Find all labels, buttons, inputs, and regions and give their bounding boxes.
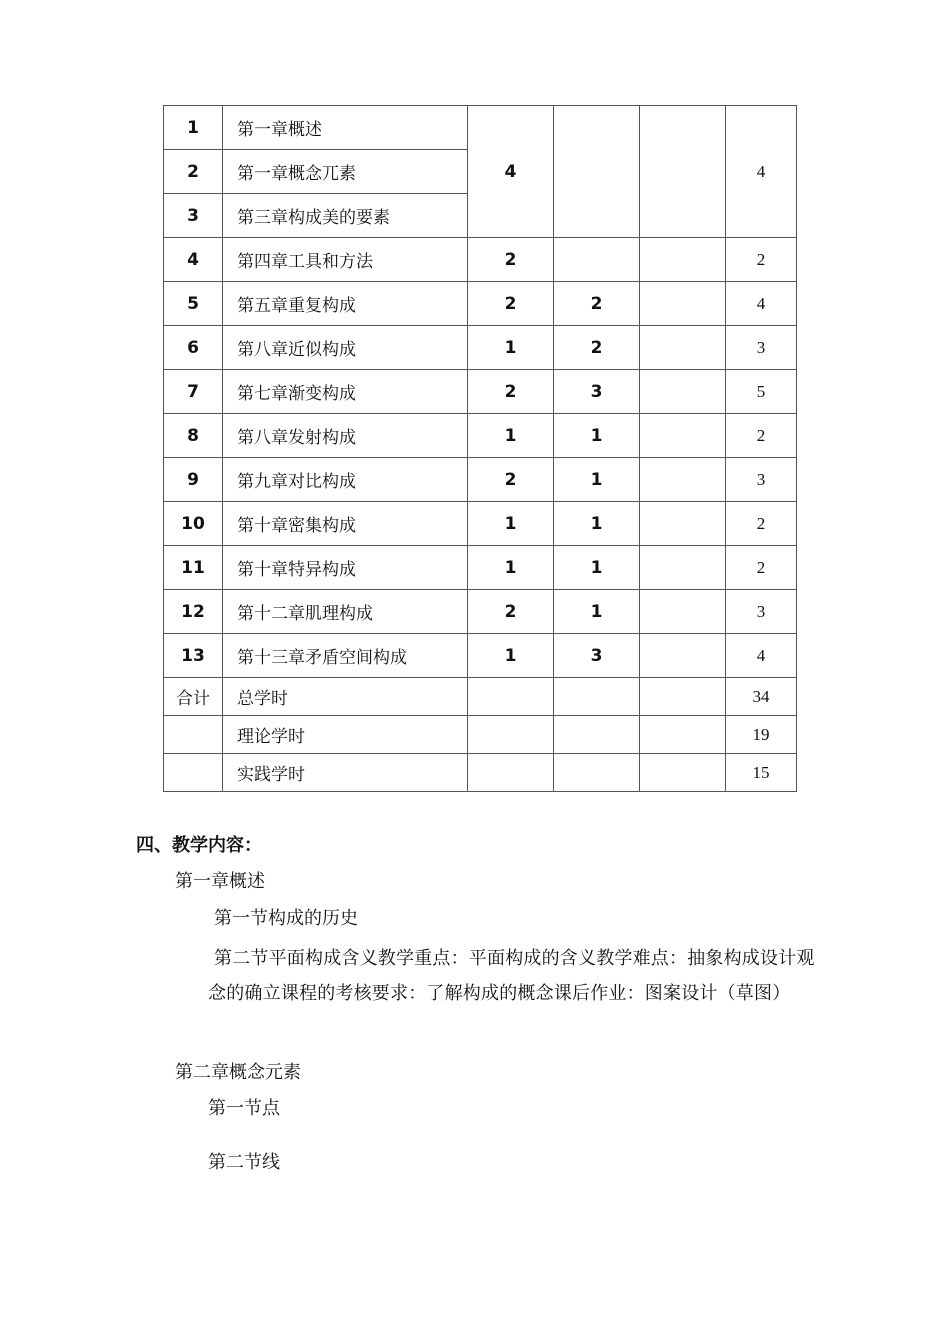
chapter-title: 第二章概念元素 [175, 1062, 301, 1083]
chapter-name: 第一章概念兀素 [223, 150, 468, 194]
table-row [164, 546, 797, 590]
total-hours: 2 [726, 414, 797, 458]
other-hours [640, 502, 726, 546]
row-number: 13 [164, 634, 223, 678]
other-hours [640, 634, 726, 678]
chapter-name: 第五章重复构成 [223, 282, 468, 326]
section-title: 第一节构成的历史 [214, 908, 358, 929]
practice-hours [554, 754, 640, 792]
total-hours: 2 [726, 546, 797, 590]
summary-label [164, 754, 223, 792]
practice-hours [554, 238, 640, 282]
other-hours [640, 238, 726, 282]
practice-hours: 1 [554, 546, 640, 590]
summary-name: 实践学时 [223, 754, 468, 792]
total-hours: 34 [726, 678, 797, 716]
chapter-name: 第八章近似构成 [223, 326, 468, 370]
theory-hours: 4 [468, 106, 554, 238]
theory-hours: 2 [468, 458, 554, 502]
summary-row [164, 754, 797, 792]
row-number: 4 [164, 238, 223, 282]
other-hours [640, 458, 726, 502]
chapter-name: 第八章发射构成 [223, 414, 468, 458]
table-row [164, 590, 797, 634]
summary-label [164, 716, 223, 754]
total-hours: 3 [726, 590, 797, 634]
summary-row [164, 678, 797, 716]
theory-hours: 2 [468, 590, 554, 634]
summary-name: 总学时 [223, 678, 468, 716]
section-title: 第二节线 [208, 1152, 280, 1173]
practice-hours: 2 [554, 326, 640, 370]
other-hours [640, 370, 726, 414]
other-hours [640, 282, 726, 326]
class-hours-table [163, 105, 797, 792]
row-number: 11 [164, 546, 223, 590]
chapter-name: 第七章渐变构成 [223, 370, 468, 414]
total-hours: 4 [726, 282, 797, 326]
total-hours: 3 [726, 326, 797, 370]
other-hours [640, 678, 726, 716]
chapter-name: 第十二章肌理构成 [223, 590, 468, 634]
row-number: 1 [164, 106, 223, 150]
table-row [164, 502, 797, 546]
table-row [164, 458, 797, 502]
total-hours: 3 [726, 458, 797, 502]
row-number: 2 [164, 150, 223, 194]
row-number: 3 [164, 194, 223, 238]
summary-row [164, 716, 797, 754]
section-paragraph: 第二节平面构成含义教学重点：平面构成的含义教学难点：抽象构成设计观念的确立课程的考核要求：了解构成的概念课后作业：图案设计（草图） [208, 948, 815, 1004]
table-row [164, 414, 797, 458]
table-row [164, 106, 797, 150]
row-number: 6 [164, 326, 223, 370]
total-hours: 4 [726, 634, 797, 678]
theory-hours: 1 [468, 502, 554, 546]
chapter-title: 第一章概述 [175, 871, 265, 892]
total-hours: 2 [726, 238, 797, 282]
other-hours [640, 590, 726, 634]
practice-hours: 2 [554, 282, 640, 326]
theory-hours: 2 [468, 282, 554, 326]
practice-hours: 1 [554, 414, 640, 458]
other-hours [640, 754, 726, 792]
theory-hours: 2 [468, 238, 554, 282]
total-hours: 4 [726, 106, 797, 238]
row-number: 8 [164, 414, 223, 458]
row-number: 5 [164, 282, 223, 326]
theory-hours: 2 [468, 370, 554, 414]
row-number: 9 [164, 458, 223, 502]
summary-label: 合计 [164, 678, 223, 716]
theory-hours: 1 [468, 634, 554, 678]
table-row [164, 282, 797, 326]
theory-hours [468, 754, 554, 792]
practice-hours [554, 106, 640, 238]
other-hours [640, 326, 726, 370]
other-hours [640, 414, 726, 458]
practice-hours [554, 678, 640, 716]
chapter-name: 第三章构成美的要素 [223, 194, 468, 238]
practice-hours: 3 [554, 634, 640, 678]
practice-hours [554, 716, 640, 754]
other-hours [640, 106, 726, 238]
table-row [164, 634, 797, 678]
theory-hours: 1 [468, 414, 554, 458]
other-hours [640, 716, 726, 754]
total-hours: 15 [726, 754, 797, 792]
summary-name: 理论学时 [223, 716, 468, 754]
practice-hours: 1 [554, 590, 640, 634]
chapter-name: 第十三章矛盾空间构成 [223, 634, 468, 678]
theory-hours: 1 [468, 326, 554, 370]
table-row [164, 238, 797, 282]
practice-hours: 1 [554, 502, 640, 546]
chapter-name: 第十章特异构成 [223, 546, 468, 590]
section-title: 第一节点 [208, 1098, 280, 1119]
chapter-name: 第十章密集构成 [223, 502, 468, 546]
row-number: 12 [164, 590, 223, 634]
row-number: 10 [164, 502, 223, 546]
total-hours: 2 [726, 502, 797, 546]
total-hours: 19 [726, 716, 797, 754]
table-row [164, 326, 797, 370]
total-hours: 5 [726, 370, 797, 414]
other-hours [640, 546, 726, 590]
row-number: 7 [164, 370, 223, 414]
table-row [164, 370, 797, 414]
chapter-name: 第四章工具和方法 [223, 238, 468, 282]
practice-hours: 3 [554, 370, 640, 414]
theory-hours [468, 716, 554, 754]
chapter-name: 第一章概述 [223, 106, 468, 150]
practice-hours: 1 [554, 458, 640, 502]
chapter-name: 第九章对比构成 [223, 458, 468, 502]
section-heading: 四、教学内容： [136, 835, 262, 856]
theory-hours: 1 [468, 546, 554, 590]
theory-hours [468, 678, 554, 716]
